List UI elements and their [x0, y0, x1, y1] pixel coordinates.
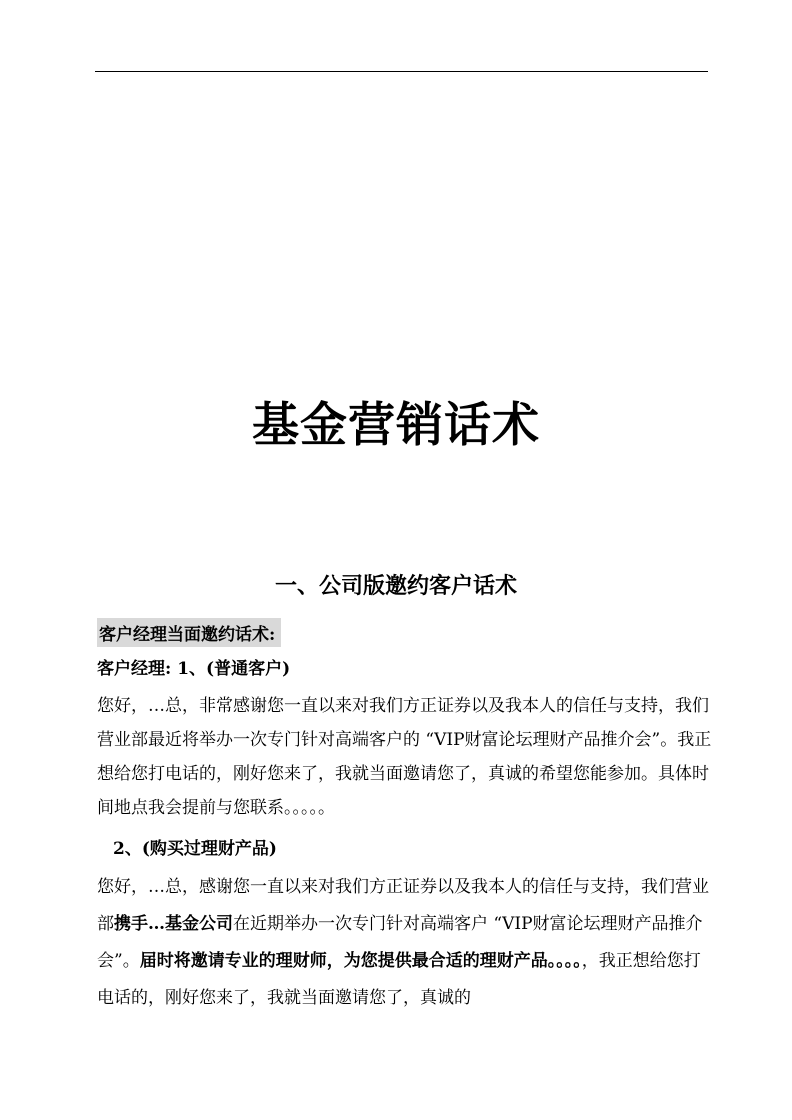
header-rule: [95, 71, 708, 72]
paragraph-ordinary-client: 您好，…总，非常感谢您一直以来对我们方正证券以及我本人的信任与支持，我们营业部最近将举办一次专门针对高端客户的 “VIP财富论坛理财产品推介会”。我正想给您打电话的，刚好您来了，我就当面邀请您了，真诚的希望您能参加。具体时间地点我会提前与您联系。。。。。: [97, 696, 712, 818]
subheading-ordinary-client: 客户经理: 1、(普通客户): [97, 659, 291, 679]
section-heading: 一、公司版邀约客户话术: [274, 573, 517, 599]
paragraph-bold-segment: 届时将邀请专业的理财师，为您提供最合适的理财产品。。。。: [139, 951, 582, 971]
document-title: 基金营销话术: [252, 398, 540, 453]
subheading-purchased-products: 2、(购买过理财产品): [113, 839, 277, 859]
section-label: 客户经理当面邀约话术:: [97, 618, 281, 647]
paragraph-segment: 您好，…总，感谢您一直以来对我们方正证券以及我本人的信任与支持，我们营业部: [97, 877, 709, 934]
paragraph-purchased-products: [97, 869, 717, 1017]
paragraph-bold-segment: 携手…基金公司: [114, 914, 233, 934]
paragraph-segment: 在近期举办一次专门针对高端客户 “VIP财富论坛理财产品推介会”。: [97, 914, 703, 971]
paragraph-segment: ，我正想给您打电话的，刚好您来了，我就当面邀请您了，真诚的: [97, 951, 701, 1008]
